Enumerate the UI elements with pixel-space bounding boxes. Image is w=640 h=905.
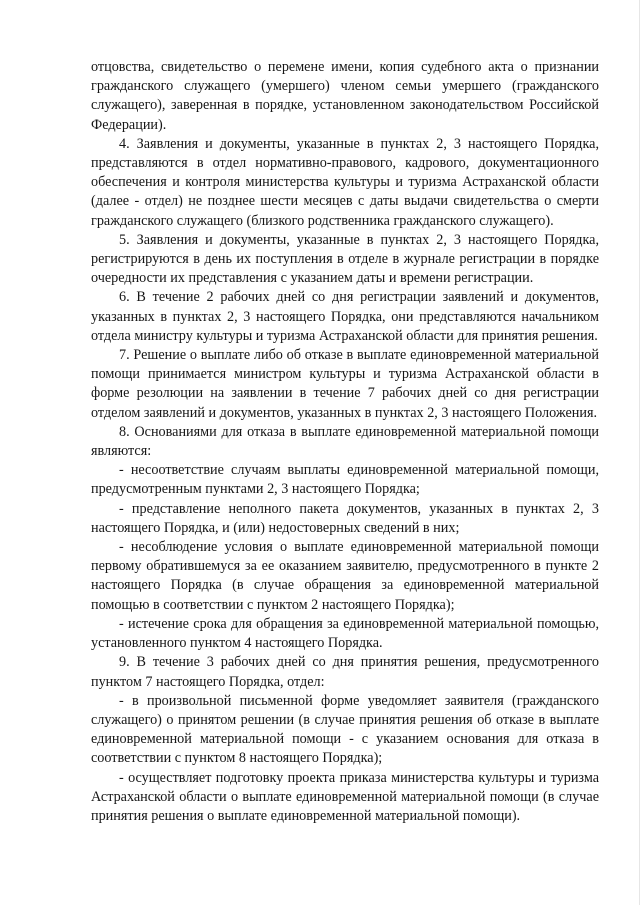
paragraph-item-8: 8. Основаниями для отказа в выплате единовременной материальной помощи являются: — [91, 423, 599, 460]
document-page — [91, 58, 599, 826]
paragraph-item-7: 7. Решение о выплате либо об отказе в выплате единовременной материальной помощи принимается министром культуры и туризма Астраханской области в форме резолюции на заявлении в течение 7 рабочих дней со дня регистрации отделом заявлений и документов, указанных в пунктах 2, 3 настоящего Положения. — [91, 347, 599, 421]
list-item-9-notify-applicant: - в произвольной письменной форме уведомляет заявителя (гражданского служащего) о принятом решении (в случае принятия решения об отказе в выплате единовременной материальной помощи - с указанием основания для отказа в соответствии с пунктом 8 настоящего Порядка); — [91, 692, 599, 767]
paragraph-item-6: 6. В течение 2 рабочих дней со дня регистрации заявлений и документов, указанных в пунктах 2, 3 настоящего Порядка, они представляются начальником отдела министру культуры и туризма Астраханской области для принятия решения. — [91, 289, 599, 344]
list-item-8-incomplete-documents: - представление неполного пакета документов, указанных в пунктах 2, 3 настоящего Порядка, и (или) недостоверных сведений в них; — [91, 500, 599, 536]
paragraph-continuation: отцовства, свидетельство о перемене имени, копия судебного акта о признании гражданского служащего (умершего) членом семьи умершего (гражданского служащего), заверенная в порядке, установленном законодательством Российской Федерации). — [91, 59, 599, 133]
paragraph-item-4: 4. Заявления и документы, указанные в пунктах 2, 3 настоящего Порядка, представляются в отдел нормативно-правового, кадрового, документационного обеспечения и контроля министерства культуры и туризма Астраханской области (далее - отдел) не позднее шести месяцев с даты выдачи свидетельства о смерти гражданского служащего (близкого родственника гражданского служащего). — [91, 135, 599, 229]
list-item-8-nonconformity: - несоответствие случаям выплаты единовременной материальной помощи, предусмотренным пунктами 2, 3 настоящего Порядка; — [91, 462, 599, 498]
list-item-8-condition-not-met: - несоблюдение условия о выплате единовременной материальной помощи первому обратившемуся за ее оказанием заявителю, предусмотренного в пункте 2 настоящего Порядка (в случае обращения за единовременной материальной помощью в соответствии с пунктом 2 настоящего Порядка); — [91, 539, 599, 613]
list-item-8-deadline-expired: - истечение срока для обращения за единовременной материальной помощью, установленного пунктом 4 настоящего Порядка. — [91, 615, 599, 652]
paragraph-item-9: 9. В течение 3 рабочих дней со дня принятия решения, предусмотренного пунктом 7 настоящего Порядка, отдел: — [91, 654, 599, 690]
list-item-9-prepare-order: - осуществляет подготовку проекта приказа министерства культуры и туризма Астраханской области о выплате единовременной материальной помощи (в случае принятия решения о выплате единовременной материальной помощи). — [91, 769, 599, 824]
paragraph-item-5: 5. Заявления и документы, указанные в пунктах 2, 3 настоящего Порядка, регистрируются в день их поступления в отделе в журнале регистрации в порядке очередности их представления с указанием даты и времени регистрации. — [91, 231, 599, 287]
